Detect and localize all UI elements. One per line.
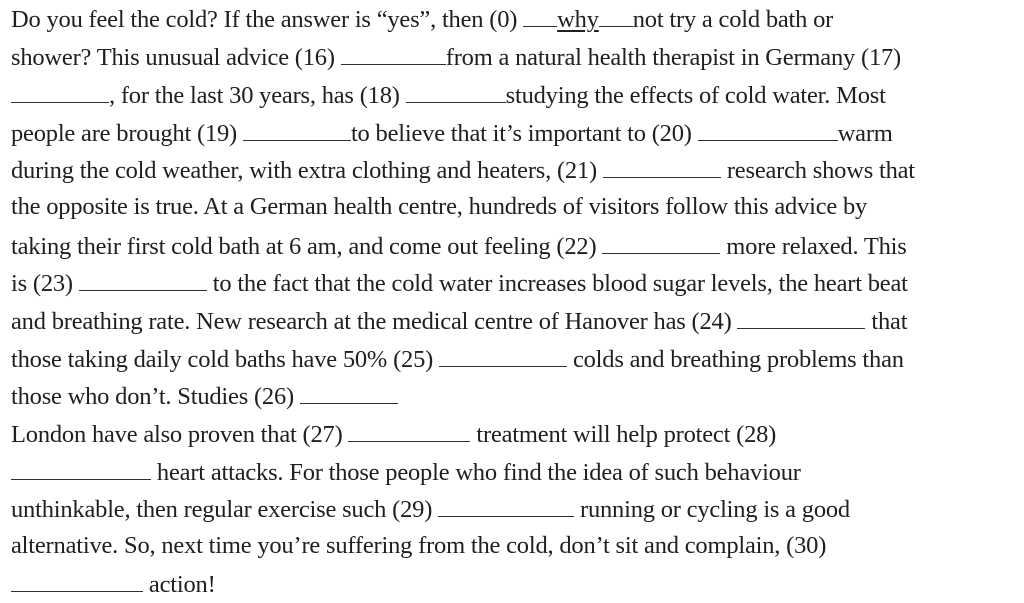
text-segment: London have also proven that (27): [11, 421, 349, 448]
text-segment: Do you feel the cold? If the answer is “yes”, then (0): [11, 6, 524, 33]
example-answer: why: [557, 6, 599, 33]
passage-line-3: [11, 80, 886, 110]
answer-blank-26: [300, 381, 398, 404]
answer-blank-21: [603, 155, 721, 178]
passage-line-8: [11, 268, 908, 298]
text-segment: and breathing rate. New research at the medical centre of Hanover has (24): [11, 308, 738, 335]
text-segment: to the fact that the cold water increases blood sugar levels, the heart beat: [206, 270, 908, 297]
text-segment: research shows that: [720, 157, 915, 184]
text-segment: to believe that it’s important to (20): [350, 120, 698, 147]
passage-line-4: [11, 118, 893, 148]
answer-blank-28: [11, 457, 151, 480]
text-segment: action!: [143, 571, 216, 598]
passage-line-16: [11, 569, 216, 599]
text-segment: during the cold weather, with extra clothing and heaters, (21): [11, 157, 603, 184]
answer-blank-24: [737, 306, 865, 329]
passage-line-13: [11, 457, 801, 487]
answer-blank-0a: [523, 4, 557, 27]
answer-blank-16: [341, 42, 446, 65]
text-segment: , for the last 30 years, has (18): [109, 82, 406, 109]
answer-blank-27: [348, 419, 470, 442]
text-segment: warm: [837, 120, 893, 147]
text-segment: from a natural health therapist in Germany (17): [445, 44, 902, 71]
answer-blank-25: [439, 344, 567, 367]
text-segment: alternative. So, next time you’re suffering from the cold, don’t sit and complain, (30): [11, 532, 827, 559]
passage-line-12: [11, 419, 776, 449]
text-segment: not try a cold bath or: [632, 6, 834, 33]
answer-blank-20: [698, 118, 838, 141]
passage-line-1: [11, 4, 833, 34]
answer-blank-29: [438, 494, 574, 517]
passage-line-7: [11, 231, 907, 261]
text-segment: unthinkable, then regular exercise such (29): [11, 496, 439, 523]
passage-line-14: [11, 494, 850, 524]
answer-blank-17: [11, 80, 109, 103]
text-segment: people are brought (19): [11, 120, 243, 147]
answer-blank-30: [11, 569, 143, 592]
passage-line-10: [11, 344, 904, 374]
text-segment: colds and breathing problems than: [567, 346, 904, 373]
text-segment: more relaxed. This: [720, 233, 907, 260]
text-segment: those taking daily cold baths have 50% (25): [11, 346, 440, 373]
text-segment: is (23): [11, 270, 79, 297]
passage-line-9: [11, 306, 907, 336]
passage-line-11: [11, 381, 398, 411]
answer-blank-23: [79, 268, 207, 291]
answer-blank-0b: [599, 4, 633, 27]
text-segment: treatment will help protect (28): [470, 421, 777, 448]
text-segment: taking their first cold bath at 6 am, and come out feeling (22): [11, 233, 603, 260]
text-segment: shower? This unusual advice (16): [11, 44, 341, 71]
passage-line-2: [11, 42, 901, 72]
text-segment: those who don’t. Studies (26): [11, 383, 300, 410]
answer-blank-18: [406, 80, 506, 103]
passage-line-6: [11, 193, 867, 221]
text-segment: the opposite is true. At a German health centre, hundreds of visitors follow this advice by: [11, 193, 868, 220]
text-segment: studying the effects of cold water. Most: [505, 82, 886, 109]
text-segment: running or cycling is a good: [574, 496, 850, 523]
answer-blank-19: [243, 118, 351, 141]
answer-blank-22: [602, 231, 720, 254]
passage-line-5: [11, 155, 915, 185]
text-segment: that: [865, 308, 908, 335]
text-segment: heart attacks. For those people who find the idea of such behaviour: [151, 459, 801, 486]
passage-line-15: [11, 532, 826, 560]
